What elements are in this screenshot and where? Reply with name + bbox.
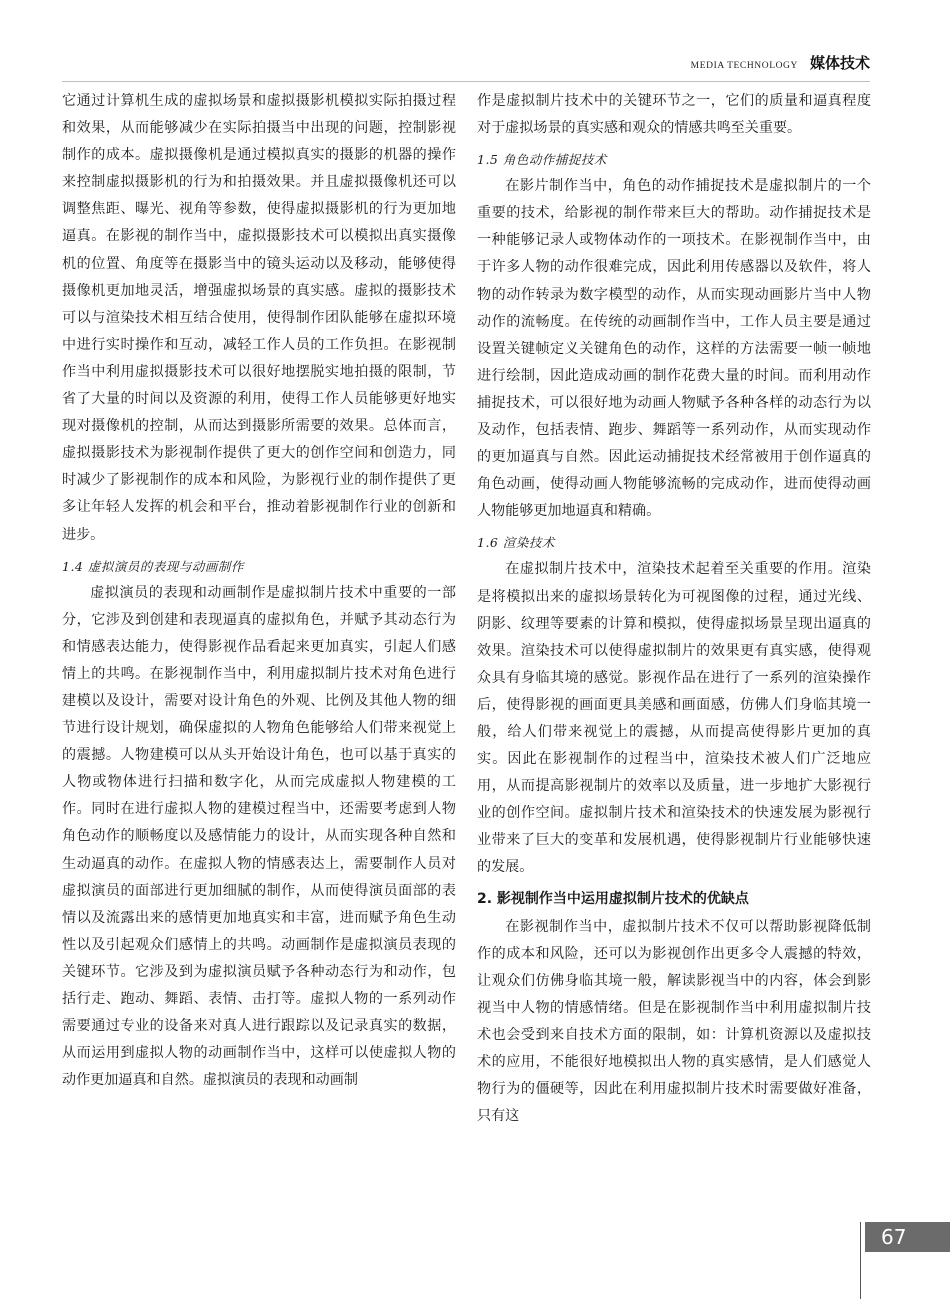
journal-name-cn: 媒体技术 xyxy=(809,54,870,72)
header-rule xyxy=(62,81,870,82)
section-heading-1-6: 1.6 渲染技术 xyxy=(477,535,555,551)
page-number: 67 xyxy=(865,1222,950,1252)
paragraph-continued: 它通过计算机生成的虚拟场景和虚拟摄影机模拟实际拍摄过程和效果，从而能够减少在实际拍摄当中出现的问题，控制影视制作的成本。虚拟摄像机是通过模拟真实的摄影的机器的操作来控制虚拟摄影机的行为和拍摄效果。并且虚拟摄像机还可以调整焦距、曝光、视角等参数，使得虚拟摄影机的行为更加地逼真。在影视的制作当中，虚拟摄影技术可以模拟出真实摄像机的位置、角度等在摄影当中的镜头运动以及移动，能够使得摄像机更加地灵活，增强虚拟场景的真实感。虚拟的摄影技术可以与渲染技术相互结合使用，使得制作团队能够在虚拟环境中进行实时操作和互动，减轻工作人员的工作负担。在影视制作当中利用虚拟摄影技术可以很好地摆脱实地拍摄的限制，节省了大量的时间以及资源的利用，使得工作人员能够更好地实现对摄像机的控制，从而达到摄影所需要的效果。总体而言，虚拟摄影技术为影视制作提供了更大的创作空间和创造力，同时减少了影视制作的成本和风险，为影视行业的制作提供了更多让年轻人发挥的机会和平台，推动着影视制作行业的创新和进步。 xyxy=(62,93,456,543)
right-column xyxy=(477,88,871,1130)
left-column xyxy=(62,88,456,1094)
paragraph-1-6: 在虚拟制片技术中，渲染技术起着至关重要的作用。渲染是将模拟出来的虚拟场景转化为可视图像的过程，通过光线、阴影、纹理等要素的计算和模拟，使得虚拟场景呈现出逼真的效果。渲染技术可以使得虚拟制片的效果更有真实感，使得观众具有身临其境的感觉。影视作品在进行了一系列的渲染操作后，使得影视的画面更具美感和画面感，仿佛人们身临其境一般，给人们带来视觉上的震撼，从而提高使得影片更加的真实。因此在影视制作的过程当中，渲染技术被人们广泛地应用，从而提高影视制片的效率以及质量，进一步地扩大影视行业的创作空间。虚拟制片技术和渲染技术的快速发展为影视行业带来了巨大的变革和发展机遇，使得影视制片行业能够快速的发展。 xyxy=(477,561,871,876)
page-number-rule xyxy=(860,1222,861,1299)
paragraph-1-4: 虚拟演员的表现和动画制作是虚拟制片技术中重要的一部分，它涉及到创建和表现逼真的虚拟角色，并赋予其动态行为和情感表达能力，使得影视作品看起来更加真实，引起人们感情上的共鸣。在影视制作当中，利用虚拟制片技术对角色进行建模以及设计，需要对设计角色的外观、比例及其他人物的细节进行设计规划，确保虚拟的人物角色能够给人们带来视觉上的震撼。人物建模可以从头开始设计角色，也可以基于真实的人物或物体进行扫描和数字化，从而完成虚拟人物建模的工作。同时在进行虚拟人物的建模过程当中，还需要考虑到人物角色动作的顺畅度以及感情能力的设计，从而实现各种自然和生动逼真的动作。在虚拟人物的情感表达上，需要制作人员对虚拟演员的面部进行更加细腻的制作，从而使得演员面部的表情以及流露出来的感情更加地真实和丰富，进而赋予角色生动性以及引起观众们感情上的共鸣。动画制作是虚拟演员表现的关键环节。它涉及到为虚拟演员赋予各种动态行为和动作，包括行走、跑动、舞蹈、表情、击打等。虚拟人物的一系列动作需要通过专业的设备来对真人进行跟踪以及记录真实的数据，从而运用到虚拟人物的动画制作当中，这样可以使虚拟人物的动作更加逼真和自然。虚拟演员的表现和动画制 xyxy=(62,584,456,1089)
running-header xyxy=(691,52,870,73)
section-heading-1-4: 1.4 虚拟演员的表现与动画制作 xyxy=(62,558,244,574)
section-heading-1-5: 1.5 角色动作捕捉技术 xyxy=(477,152,607,168)
section-heading-2: 2. 影视制作当中运用虚拟制片技术的优缺点 xyxy=(477,890,749,907)
journal-name-en: MEDIA TECHNOLOGY xyxy=(690,61,798,71)
paragraph-2: 在影视制作当中，虚拟制片技术不仅可以帮助影视降低制作的成本和风险，还可以为影视创作出更多令人震撼的特效，让观众们仿佛身临其境一般，解读影视当中的内容，体会到影视当中人物的情感情绪。但是在影视制作当中利用虚拟制片技术也会受到来自技术方面的限制，如：计算机资源以及虚拟技术的应用，不能很好地模拟出人物的真实感情，是人们感觉人物行为的僵硬等，因此在利用虚拟制片技术时需要做好准备，只有这 xyxy=(477,918,871,1125)
paragraph-continued: 作是虚拟制片技术中的关键环节之一，它们的质量和逼真程度对于虚拟场景的真实感和观众的情感共鸣至关重要。 xyxy=(477,93,871,137)
paragraph-1-5: 在影片制作当中，角色的动作捕捉技术是虚拟制片的一个重要的技术，给影视的制作带来巨大的帮助。动作捕捉技术是一种能够记录人或物体动作的一项技术。在影视制作当中，由于许多人物的动作很难完成，因此利用传感器以及软件，将人物的动作转录为数字模型的动作，从而实现动画影片当中人物动作的流畅度。在传统的动画制作当中，工作人员主要是通过设置关键帧定义关键角色的动作，这样的方法需要一帧一帧地进行绘制，因此造成动画的制作花费大量的时间。而利用动作捕捉技术，可以很好地为动画人物赋予各种各样的动态行为以及动作，包括表情、跑步、舞蹈等一系列动作，从而实现动作的更加逼真与自然。因此运动捕捉技术经常被用于创作逼真的角色动画，使得动画人物能够流畅的完成动作，进而使得动画人物能够更加地逼真和精确。 xyxy=(477,178,871,520)
